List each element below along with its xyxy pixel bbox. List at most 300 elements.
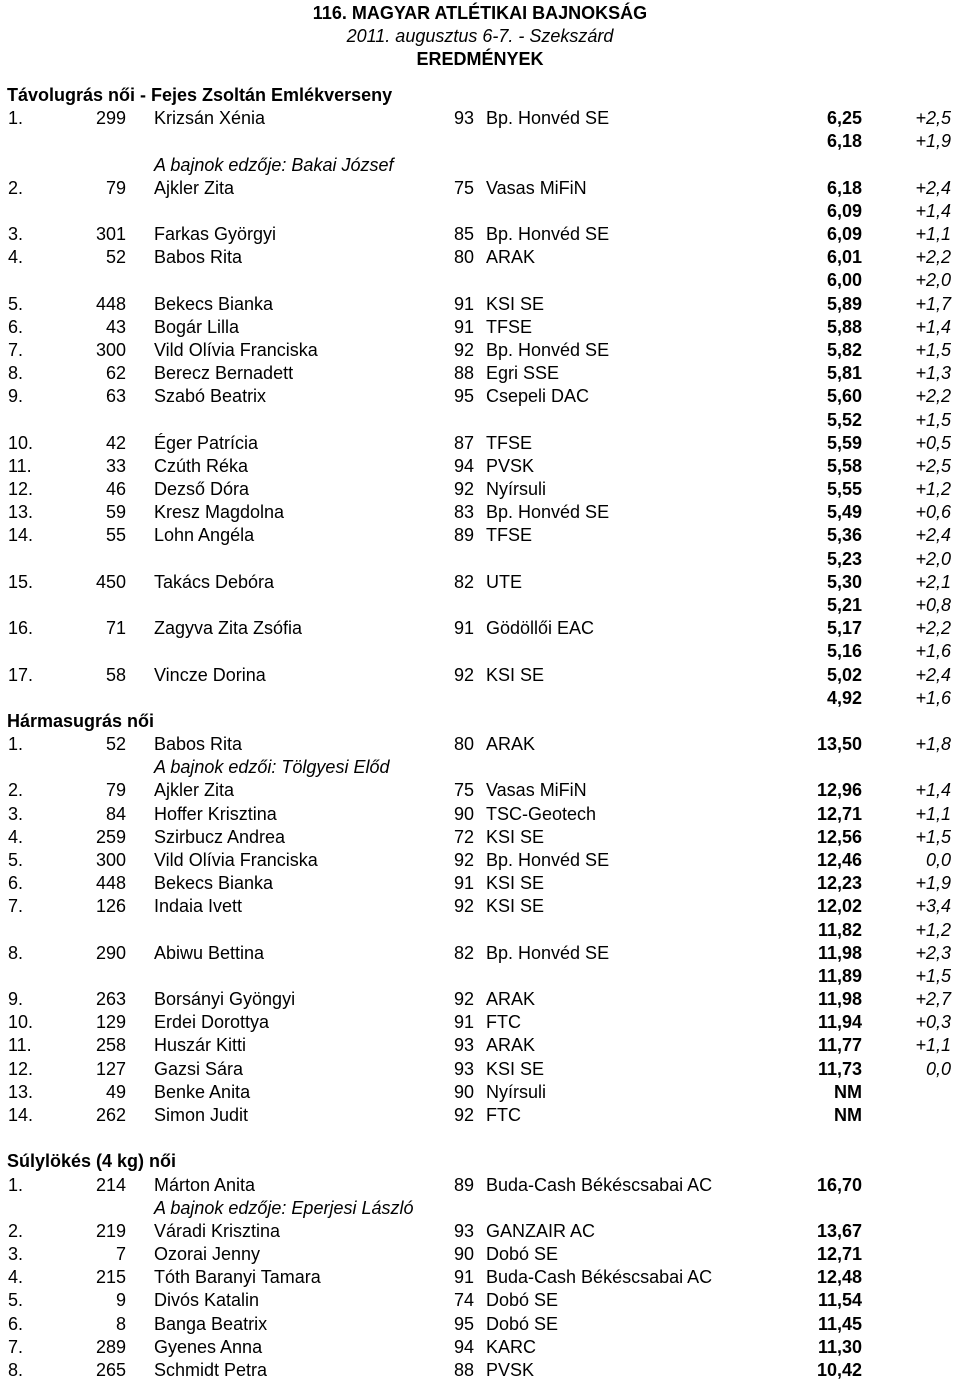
result-row <box>0 1174 960 1197</box>
result-row <box>0 501 960 524</box>
club: KSI SE <box>486 896 545 917</box>
club: KSI SE <box>486 826 545 847</box>
athlete-name: Berecz Bernadett <box>154 363 294 384</box>
wind-reading: +1,2 <box>915 479 951 500</box>
result-row <box>0 385 960 408</box>
result-row <box>0 849 960 872</box>
birth-year: 88 <box>454 363 475 384</box>
club: KSI SE <box>486 1058 545 1079</box>
result-row <box>0 177 960 200</box>
result-mark: 5,49 <box>826 502 862 523</box>
result-mark: 5,58 <box>826 455 862 476</box>
athlete-name: Vincze Dorina <box>154 664 266 685</box>
coach-row <box>0 154 960 177</box>
rank: 10. <box>8 432 34 453</box>
result-mark: 11,30 <box>817 1336 862 1357</box>
club: KSI SE <box>486 293 545 314</box>
rank: 6. <box>8 1313 24 1334</box>
extra-attempt-row <box>0 919 960 942</box>
rank: 7. <box>8 1336 24 1357</box>
wind-reading: +1,7 <box>915 293 951 314</box>
rank: 9. <box>8 386 24 407</box>
athlete-name: Szirbucz Andrea <box>154 826 286 847</box>
results-heading: EREDMÉNYEK <box>416 49 544 69</box>
club: ARAK <box>486 247 536 268</box>
result-mark: 11,94 <box>817 1012 862 1033</box>
result-mark: 12,71 <box>816 1244 862 1264</box>
bib-number: 58 <box>105 664 126 685</box>
wind-reading: +2,1 <box>915 571 951 592</box>
result-mark: 11,73 <box>817 1058 862 1079</box>
athlete-name: Dezső Dóra <box>154 479 250 500</box>
result-mark: 11,98 <box>817 989 862 1009</box>
athlete-name: Indaia Ivett <box>154 896 243 917</box>
result-row <box>0 1313 960 1336</box>
rank: 2. <box>8 1220 24 1241</box>
result-mark: 6,01 <box>826 247 862 268</box>
birth-year: 92 <box>454 989 475 1009</box>
wind-reading: +2,2 <box>915 247 951 268</box>
result-mark: 10,42 <box>816 1359 862 1380</box>
club: FTC <box>486 1104 521 1125</box>
bib-number: 52 <box>105 247 126 268</box>
bib-number: 7 <box>115 1244 126 1264</box>
rank: 12. <box>8 479 34 500</box>
athlete-name: Ajkler Zita <box>154 780 235 801</box>
athlete-name: Banga Beatrix <box>154 1313 268 1334</box>
result-row <box>0 779 960 802</box>
wind-reading: +0,3 <box>915 1012 951 1033</box>
wind-reading: +2,5 <box>915 455 951 476</box>
bib-number: 450 <box>95 571 126 592</box>
birth-year: 90 <box>454 803 475 824</box>
date-place: 2011. augusztus 6-7. - Szekszárd <box>346 26 614 46</box>
coach-note: A bajnok edzői: Tölgyesi Előd <box>154 757 390 778</box>
result-mark: 6,18 <box>826 131 862 152</box>
athlete-name: Bekecs Bianka <box>154 873 274 894</box>
result-row <box>0 1081 960 1104</box>
club: Buda-Cash Békéscsabai AC <box>486 1174 713 1195</box>
result-mark: 12,46 <box>816 849 862 870</box>
rank: 12. <box>8 1058 34 1079</box>
event-title: Távolugrás női - Fejes Zsoltán Emlékverseny <box>7 85 393 105</box>
result-mark: 11,45 <box>817 1313 862 1334</box>
club: Nyírsuli <box>486 479 547 500</box>
athlete-name: Márton Anita <box>154 1174 256 1195</box>
birth-year: 91 <box>454 618 475 639</box>
result-mark: 5,21 <box>826 595 862 615</box>
birth-year: 75 <box>454 780 475 801</box>
result-row <box>0 1359 960 1382</box>
bib-number: 43 <box>105 316 126 337</box>
bib-number: 59 <box>105 502 126 523</box>
athlete-name: Kresz Magdolna <box>154 502 285 523</box>
wind-reading: +0,8 <box>915 595 951 615</box>
bib-number: 42 <box>105 432 126 453</box>
club: FTC <box>486 1012 521 1033</box>
club: Bp. Honvéd SE <box>486 224 610 245</box>
athlete-name: Vild Olívia Franciska <box>154 849 318 870</box>
rank: 11. <box>8 455 32 476</box>
wind-reading: +2,2 <box>915 618 951 639</box>
result-mark: 5,16 <box>826 641 862 662</box>
result-mark: 5,30 <box>826 571 862 592</box>
club: Bp. Honvéd SE <box>486 942 610 963</box>
athlete-name: Huszár Kitti <box>154 1035 247 1056</box>
result-row <box>0 316 960 339</box>
athlete-name: Schmidt Petra <box>154 1359 268 1380</box>
result-mark: 5,36 <box>826 525 862 546</box>
result-mark: 4,92 <box>826 687 862 708</box>
result-row <box>0 107 960 130</box>
bib-number: 84 <box>105 803 126 824</box>
wind-reading: +2,4 <box>915 177 951 198</box>
club: TFSE <box>486 316 533 337</box>
result-row <box>0 1034 960 1057</box>
athlete-name: Tóth Baranyi Tamara <box>154 1267 321 1288</box>
result-row <box>0 524 960 547</box>
wind-reading: +1,1 <box>915 1035 951 1056</box>
wind-reading: +2,4 <box>915 664 951 685</box>
wind-reading: +1,1 <box>915 224 951 245</box>
birth-year: 91 <box>454 1267 475 1288</box>
birth-year: 94 <box>454 455 475 476</box>
result-mark: 5,59 <box>826 432 862 453</box>
wind-reading: +1,9 <box>915 873 951 894</box>
bib-number: 215 <box>95 1267 126 1288</box>
athlete-name: Ajkler Zita <box>154 177 235 198</box>
rank: 3. <box>8 1244 24 1264</box>
rank: 9. <box>8 989 24 1009</box>
wind-reading: +1,6 <box>915 687 951 708</box>
bib-number: 71 <box>105 618 126 639</box>
result-mark: 5,82 <box>826 340 862 360</box>
result-mark: 6,18 <box>826 177 862 198</box>
birth-year: 94 <box>454 1336 475 1357</box>
athlete-name: Bekecs Bianka <box>154 293 274 314</box>
result-mark: 12,23 <box>816 873 862 894</box>
wind-reading: +1,5 <box>915 340 951 360</box>
result-row <box>0 1058 960 1081</box>
rank: 17. <box>8 664 34 685</box>
result-mark: 11,54 <box>817 1290 862 1311</box>
result-row <box>0 339 960 362</box>
bib-number: 265 <box>95 1359 126 1380</box>
result-row <box>0 571 960 594</box>
wind-reading: +1,4 <box>915 316 951 337</box>
club: PVSK <box>486 1359 535 1380</box>
club: ARAK <box>486 734 536 754</box>
result-mark: 12,48 <box>816 1267 862 1288</box>
result-mark: 13,67 <box>816 1220 862 1241</box>
rank: 8. <box>8 363 24 384</box>
club: UTE <box>486 571 522 592</box>
club: Bp. Honvéd SE <box>486 340 610 360</box>
club: Dobó SE <box>486 1244 559 1264</box>
athlete-name: Babos Rita <box>154 734 243 754</box>
rank: 14. <box>8 1104 34 1125</box>
result-mark: NM <box>834 1081 862 1102</box>
wind-reading: +2,7 <box>915 989 951 1009</box>
wind-reading: +2,0 <box>915 548 951 569</box>
birth-year: 89 <box>454 525 475 546</box>
rank: 2. <box>8 177 24 198</box>
result-row <box>0 293 960 316</box>
club: Bp. Honvéd SE <box>486 849 610 870</box>
rank: 4. <box>8 247 24 268</box>
wind-reading: +2,4 <box>915 525 951 546</box>
coach-row <box>0 1197 960 1220</box>
bib-number: 46 <box>105 479 126 500</box>
birth-year: 87 <box>454 432 475 453</box>
club: TSC-Geotech <box>486 803 597 824</box>
athlete-name: Gyenes Anna <box>154 1336 263 1357</box>
wind-reading: 0,0 <box>925 849 951 870</box>
result-mark: 5,81 <box>826 363 862 384</box>
bib-number: 262 <box>95 1104 126 1125</box>
athlete-name: Ozorai Jenny <box>154 1244 261 1264</box>
result-row <box>0 1011 960 1034</box>
coach-row <box>0 756 960 779</box>
club: KARC <box>486 1336 537 1357</box>
rank: 6. <box>8 316 24 337</box>
rank: 10. <box>8 1012 34 1033</box>
result-row <box>0 478 960 501</box>
birth-year: 92 <box>454 1104 475 1125</box>
rank: 3. <box>8 224 24 245</box>
rank: 4. <box>8 826 24 847</box>
result-row <box>0 432 960 455</box>
result-mark: NM <box>834 1104 862 1125</box>
result-row <box>0 455 960 478</box>
club: ARAK <box>486 989 536 1009</box>
rank: 14. <box>8 525 34 546</box>
birth-year: 90 <box>454 1244 475 1264</box>
club: Egri SSE <box>486 363 560 384</box>
result-mark: 11,77 <box>817 1035 862 1056</box>
result-mark: 5,60 <box>826 386 862 407</box>
result-mark: 5,55 <box>826 479 862 500</box>
result-row <box>0 1243 960 1266</box>
rank: 8. <box>8 1359 24 1380</box>
result-mark: 5,17 <box>826 618 862 639</box>
birth-year: 82 <box>454 942 475 963</box>
extra-attempt-row <box>0 548 960 571</box>
rank: 5. <box>8 1290 24 1311</box>
result-row <box>0 1336 960 1359</box>
bib-number: 258 <box>95 1035 126 1056</box>
birth-year: 92 <box>454 664 475 685</box>
result-mark: 11,82 <box>817 919 862 940</box>
bib-number: 79 <box>105 177 126 198</box>
birth-year: 80 <box>454 247 475 268</box>
club: Dobó SE <box>486 1290 559 1311</box>
extra-attempt-row <box>0 594 960 617</box>
result-mark: 12,96 <box>816 780 862 801</box>
result-row <box>0 803 960 826</box>
bib-number: 79 <box>105 780 126 801</box>
event-title: Súlylökés (4 kg) női <box>7 1151 177 1172</box>
extra-attempt-row <box>0 965 960 988</box>
club: Nyírsuli <box>486 1081 547 1102</box>
club: Vasas MiFiN <box>486 177 587 198</box>
wind-reading: +1,2 <box>915 919 951 940</box>
birth-year: 75 <box>454 177 475 198</box>
extra-attempt-row <box>0 409 960 432</box>
result-row <box>0 733 960 756</box>
wind-reading: +1,5 <box>915 965 951 986</box>
club: PVSK <box>486 455 535 476</box>
bib-number: 301 <box>95 224 126 245</box>
rank: 15. <box>8 571 34 592</box>
athlete-name: Gazsi Sára <box>154 1058 244 1079</box>
birth-year: 92 <box>454 849 475 870</box>
result-row <box>0 664 960 687</box>
rank: 2. <box>8 780 24 801</box>
wind-reading: +2,2 <box>915 386 951 407</box>
result-row <box>0 826 960 849</box>
result-mark: 5,52 <box>826 409 862 430</box>
bib-number: 62 <box>105 363 126 384</box>
wind-reading: +2,5 <box>915 108 951 129</box>
rank: 8. <box>8 942 24 963</box>
athlete-name: Takács Debóra <box>154 571 275 592</box>
extra-attempt-row <box>0 130 960 153</box>
bib-number: 126 <box>95 896 126 917</box>
result-row <box>0 988 960 1011</box>
club: Dobó SE <box>486 1313 559 1334</box>
result-row <box>0 942 960 965</box>
club: Bp. Honvéd SE <box>486 502 610 523</box>
result-mark: 6,09 <box>826 224 862 245</box>
birth-year: 91 <box>454 316 475 337</box>
result-row <box>0 1220 960 1243</box>
athlete-name: Vild Olívia Franciska <box>154 340 318 360</box>
athlete-name: Abiwu Bettina <box>154 942 265 963</box>
birth-year: 93 <box>454 1220 475 1241</box>
athlete-name: Hoffer Krisztina <box>154 803 277 824</box>
bib-number: 300 <box>95 340 126 360</box>
birth-year: 83 <box>454 502 475 523</box>
athlete-name: Éger Patrícia <box>154 432 259 453</box>
wind-reading: +1,4 <box>915 200 951 221</box>
bib-number: 9 <box>115 1290 126 1311</box>
bib-number: 448 <box>95 873 126 894</box>
bib-number: 289 <box>95 1336 126 1357</box>
bib-number: 259 <box>95 826 126 847</box>
birth-year: 88 <box>454 1359 475 1380</box>
athlete-name: Zagyva Zita Zsófia <box>154 618 303 639</box>
rank: 13. <box>8 502 34 523</box>
birth-year: 95 <box>454 1313 475 1334</box>
wind-reading: +3,4 <box>915 896 951 917</box>
birth-year: 90 <box>454 1081 475 1102</box>
result-row <box>0 246 960 269</box>
result-row <box>0 1266 960 1289</box>
wind-reading: +2,3 <box>915 942 951 963</box>
bib-number: 219 <box>95 1220 126 1241</box>
birth-year: 93 <box>454 108 475 129</box>
rank: 6. <box>8 873 24 894</box>
birth-year: 91 <box>454 1012 475 1033</box>
athlete-name: Szabó Beatrix <box>154 386 267 407</box>
wind-reading: +0,5 <box>915 432 951 453</box>
result-mark: 5,89 <box>826 293 862 314</box>
extra-attempt-row <box>0 200 960 223</box>
wind-reading: +2,0 <box>915 270 951 291</box>
bib-number: 290 <box>95 942 126 963</box>
bib-number: 8 <box>115 1313 126 1334</box>
wind-reading: 0,0 <box>925 1058 951 1079</box>
rank: 1. <box>8 734 24 754</box>
result-mark: 6,00 <box>826 270 862 291</box>
rank: 1. <box>8 1174 24 1195</box>
result-mark: 11,98 <box>817 942 862 963</box>
bib-number: 299 <box>95 108 126 129</box>
result-row <box>0 1289 960 1312</box>
bib-number: 129 <box>95 1012 126 1033</box>
athlete-name: Benke Anita <box>154 1081 251 1102</box>
athlete-name: Krizsán Xénia <box>154 108 266 129</box>
birth-year: 89 <box>454 1174 475 1195</box>
athlete-name: Czúth Réka <box>154 455 249 476</box>
club: ARAK <box>486 1035 536 1056</box>
rank: 7. <box>8 896 24 917</box>
rank: 1. <box>8 108 24 129</box>
athlete-name: Divós Katalin <box>154 1290 260 1311</box>
rank: 4. <box>8 1267 24 1288</box>
rank: 5. <box>8 293 24 314</box>
bib-number: 127 <box>95 1058 126 1079</box>
wind-reading: +1,5 <box>915 826 951 847</box>
club: Gödöllői EAC <box>486 618 595 639</box>
wind-reading: +1,1 <box>915 803 951 824</box>
result-mark: 6,25 <box>826 108 862 129</box>
bib-number: 49 <box>105 1081 126 1102</box>
result-row <box>0 362 960 385</box>
rank: 16. <box>8 618 34 639</box>
wind-reading: +1,5 <box>915 409 951 430</box>
result-row <box>0 895 960 918</box>
club: Bp. Honvéd SE <box>486 108 610 129</box>
wind-reading: +1,8 <box>915 734 951 754</box>
club: GANZAIR AC <box>486 1220 596 1241</box>
result-mark: 11,89 <box>817 965 862 986</box>
result-mark: 5,88 <box>826 316 862 337</box>
bib-number: 55 <box>105 525 126 546</box>
birth-year: 85 <box>454 224 475 245</box>
birth-year: 95 <box>454 386 475 407</box>
athlete-name: Farkas Györgyi <box>154 224 277 245</box>
rank: 3. <box>8 803 24 824</box>
bib-number: 263 <box>95 989 126 1009</box>
result-row <box>0 1104 960 1127</box>
club: TFSE <box>486 525 533 546</box>
athlete-name: Erdei Dorottya <box>154 1012 270 1033</box>
birth-year: 74 <box>454 1290 475 1311</box>
birth-year: 91 <box>454 293 475 314</box>
result-row <box>0 872 960 895</box>
blank-row <box>0 1127 960 1150</box>
club: Buda-Cash Békéscsabai AC <box>486 1267 713 1288</box>
birth-year: 91 <box>454 873 475 894</box>
club: KSI SE <box>486 873 545 894</box>
athlete-name: Bogár Lilla <box>154 316 240 337</box>
wind-reading: +0,6 <box>915 502 951 523</box>
result-mark: 12,71 <box>816 803 862 824</box>
club: TFSE <box>486 432 533 453</box>
result-mark: 16,70 <box>816 1174 862 1195</box>
